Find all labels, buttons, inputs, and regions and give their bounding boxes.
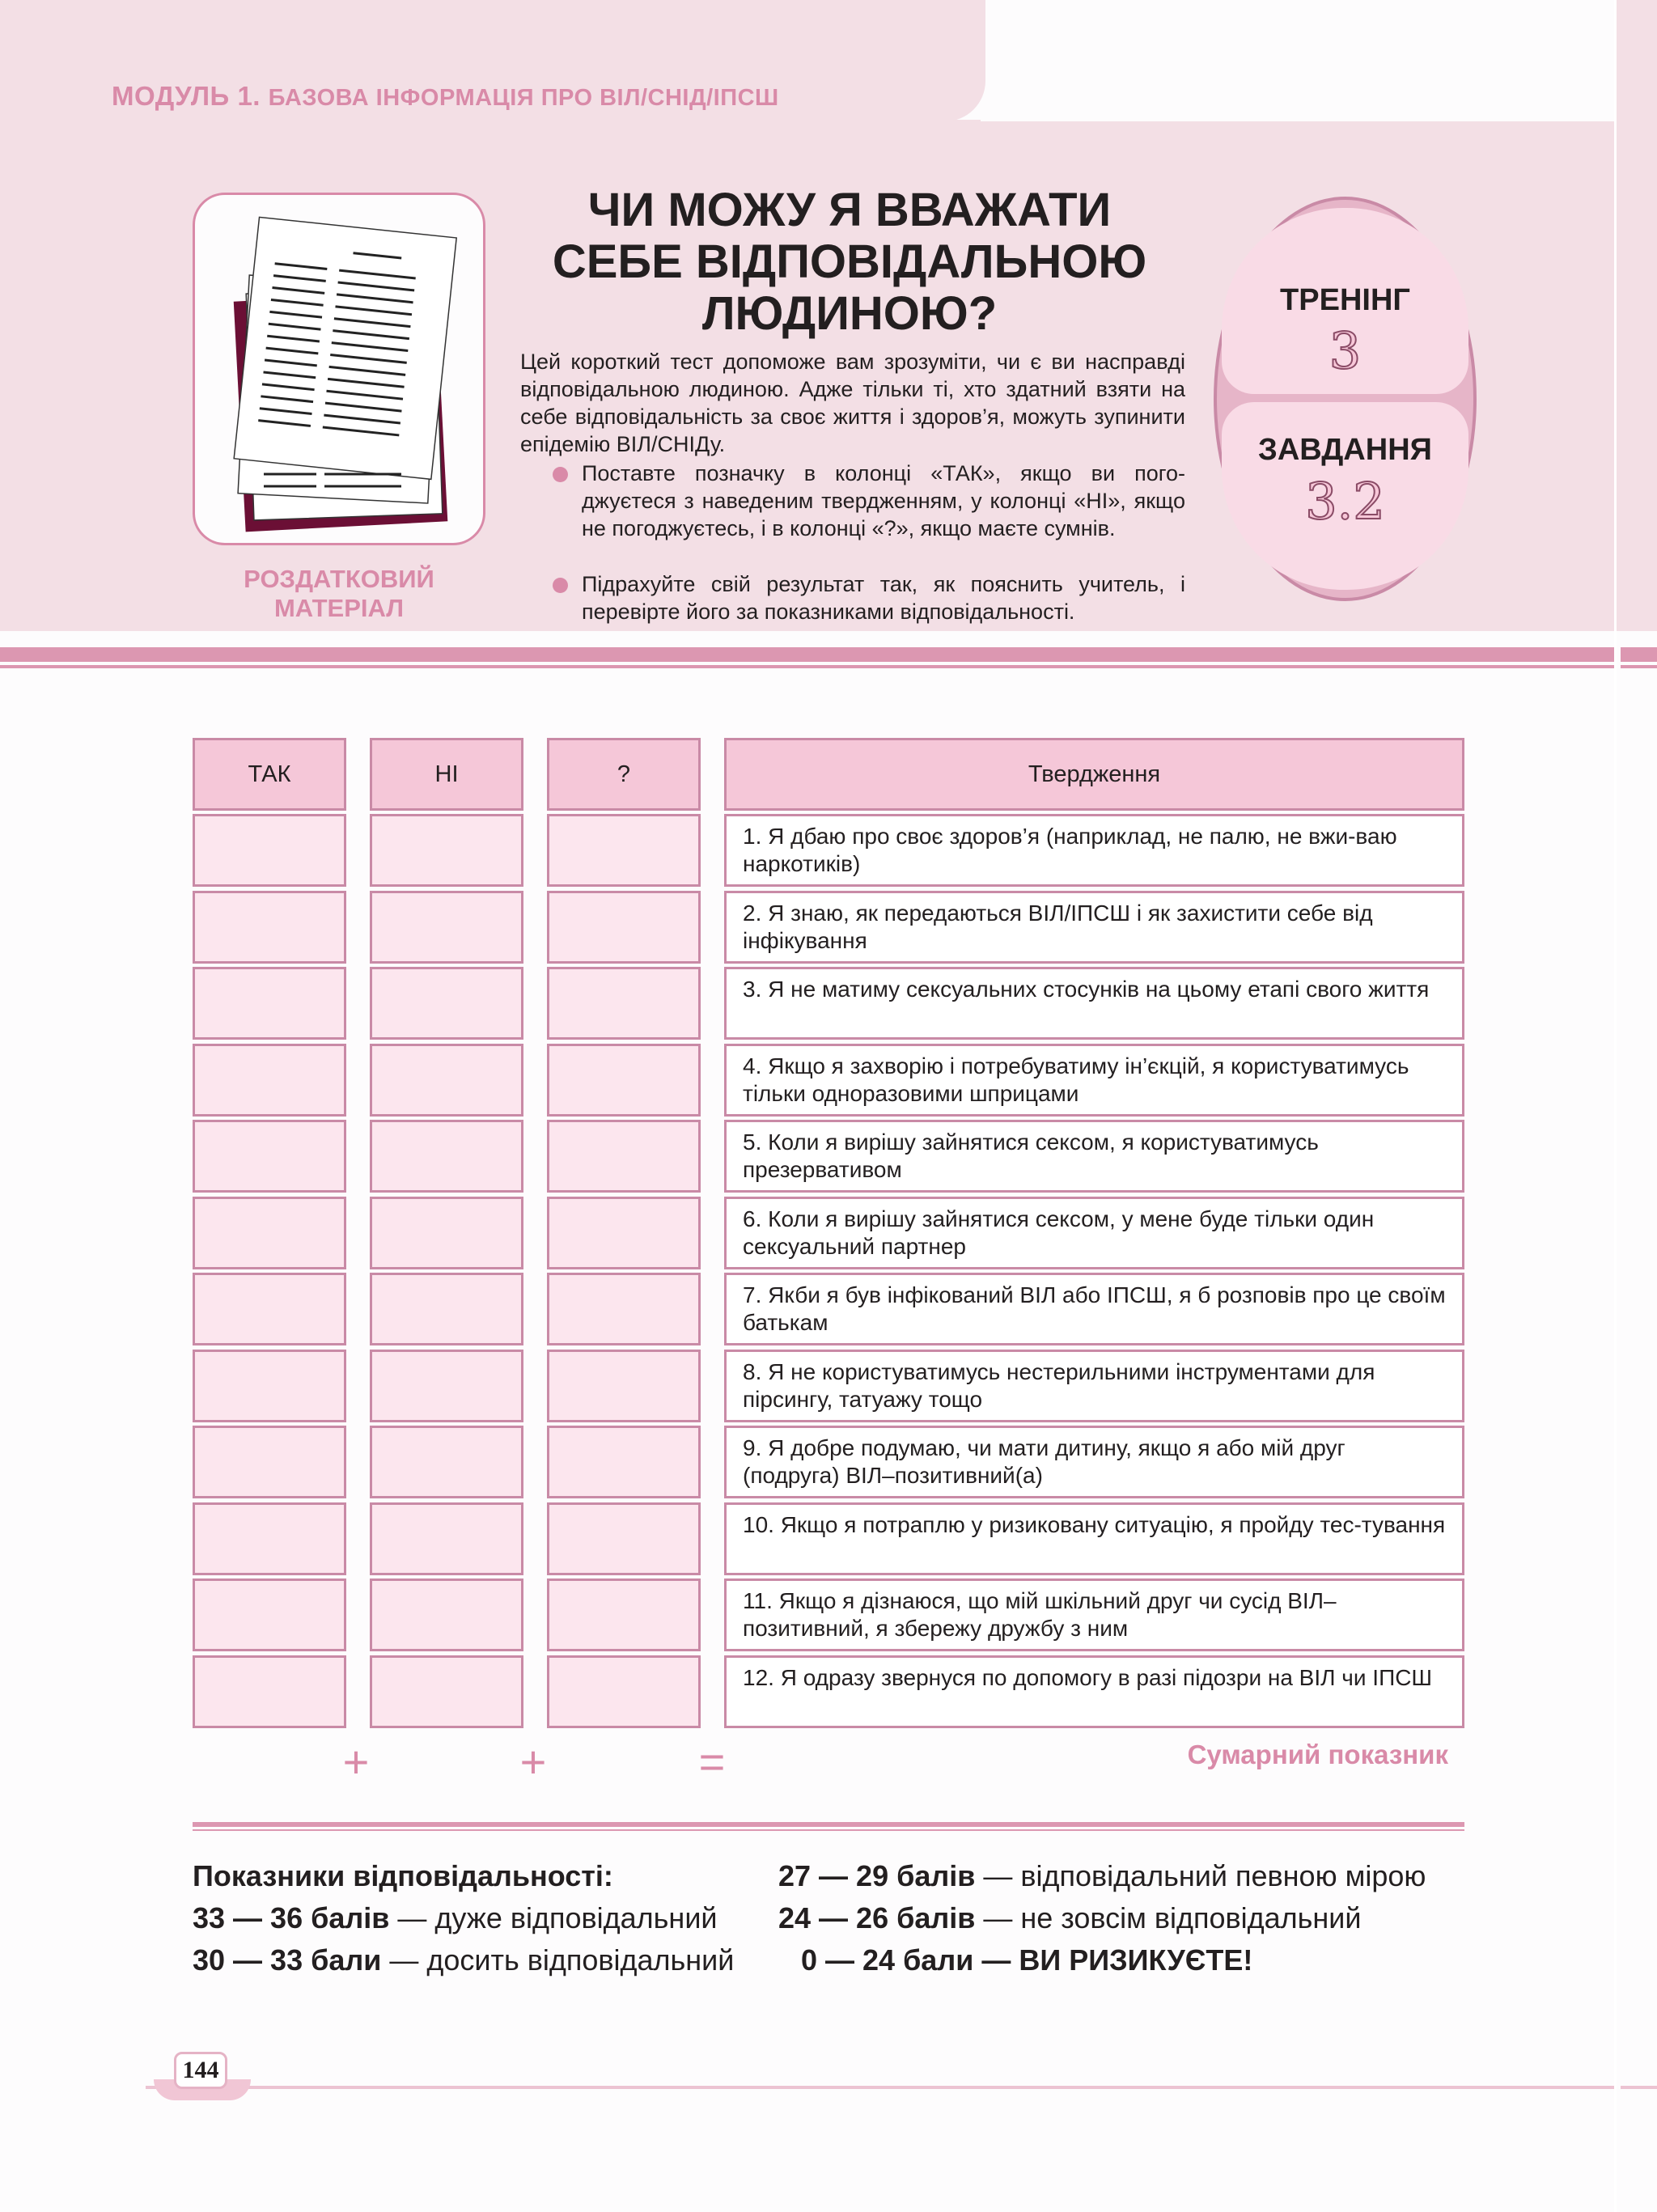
header-no: НІ — [370, 738, 523, 811]
module-title: БАЗОВА ІНФОРМАЦІЯ ПРО ВІЛ/СНІД/ІПСШ — [268, 85, 779, 111]
handout-label-line2: МАТЕРІАЛ — [273, 594, 405, 622]
module-header — [112, 81, 779, 112]
header-statement: Твердження — [724, 738, 1464, 811]
answer-yes-cell[interactable] — [193, 891, 346, 964]
answer-unsure-cell[interactable] — [547, 814, 701, 887]
answer-unsure-cell[interactable] — [547, 967, 701, 1040]
title-line3: ЛЮДИНОЮ? — [701, 287, 998, 340]
scores-heading — [193, 1858, 613, 1894]
answer-unsure-cell[interactable] — [547, 1197, 701, 1269]
training-label: ТРЕНІНГ — [1280, 283, 1410, 317]
answer-unsure-cell[interactable] — [547, 1655, 701, 1728]
task-number: 3.2 — [1305, 472, 1385, 531]
equals-sign: = — [698, 1736, 726, 1787]
answer-no-cell[interactable] — [370, 891, 523, 964]
bullet-dot — [553, 578, 568, 593]
answer-unsure-cell[interactable] — [547, 891, 701, 964]
answer-yes-cell[interactable] — [193, 1120, 346, 1193]
answer-unsure-cell[interactable] — [547, 1426, 701, 1498]
score-item — [193, 1901, 718, 1936]
answer-no-cell[interactable] — [370, 1655, 523, 1728]
answer-unsure-cell[interactable] — [547, 1044, 701, 1117]
handout-frame — [193, 193, 485, 545]
statement-cell: 12. Я одразу звернуся по допомогу в разі підозри на ВІЛ чи ІПСШ — [724, 1655, 1464, 1728]
statement-cell: 11. Якщо я дізнаюся, що мій шкільний друг чи сусід ВІЛ–позитивний, я збережу дружбу з ним — [724, 1578, 1464, 1651]
answer-no-cell[interactable] — [370, 967, 523, 1040]
statement-cell: 9. Я добре подумаю, чи мати дитину, якщо я або мій друг (подруга) ВІЛ–позитивний(а) — [724, 1426, 1464, 1498]
plus-sign: + — [342, 1736, 370, 1787]
bottom-divider — [193, 1822, 1464, 1827]
title-line1: ЧИ МОЖУ Я ВВАЖАТИ — [587, 184, 1112, 236]
statement-cell: 10. Якщо я потраплю у ризиковану ситуацію, я пройду тес-тування — [724, 1502, 1464, 1575]
handout-label-line1: РОЗДАТКОВИЙ — [244, 565, 434, 593]
statement-cell: 7. Якби я був інфікований ВІЛ або ІПСШ, я б розповів про це своїм батькам — [724, 1273, 1464, 1345]
score-text: — досить відповідальний — [381, 1943, 735, 1977]
answer-yes-cell[interactable] — [193, 814, 346, 887]
answer-no-cell[interactable] — [370, 814, 523, 887]
module-prefix: МОДУЛЬ 1. — [112, 81, 261, 111]
answer-yes-cell[interactable] — [193, 1578, 346, 1651]
score-range: 24 — 26 балів — [778, 1901, 976, 1934]
answer-no-cell[interactable] — [370, 1350, 523, 1422]
right-strip-divider — [1614, 0, 1617, 2212]
score-text: — не зовсім відповідальний — [975, 1901, 1362, 1934]
instruction-text: Поставте позначку в колонці «ТАК», якщо ви пого-джуєтеся з наведеним твердженням, у колонці «НІ», якщо не погоджуєтесь, і в колонці «?», якщо маєте сумнів. — [582, 461, 1185, 540]
separator-stripe-thin — [0, 665, 1614, 668]
handout-label — [193, 565, 485, 623]
answer-yes-cell[interactable] — [193, 1655, 346, 1728]
answer-no-cell[interactable] — [370, 1120, 523, 1193]
score-text: — відповідальний певною мірою — [975, 1859, 1426, 1892]
score-item — [801, 1943, 1252, 1978]
header-yes: ТАК — [193, 738, 346, 811]
page-title — [518, 184, 1181, 340]
score-range: 27 — 29 балів — [778, 1859, 976, 1892]
statement-cell: 3. Я не матиму сексуальних стосунків на цьому етапі свого життя — [724, 967, 1464, 1040]
answer-unsure-cell[interactable] — [547, 1578, 701, 1651]
answer-unsure-cell[interactable] — [547, 1120, 701, 1193]
answer-no-cell[interactable] — [370, 1426, 523, 1498]
separator-stripe-right — [1621, 647, 1657, 662]
statement-cell: 8. Я не користуватимусь нестерильними інструментами для пірсингу, татуажу тощо — [724, 1350, 1464, 1422]
footer-line — [146, 2086, 1614, 2089]
sum-label: Сумарний показник — [1187, 1740, 1448, 1769]
page-number: 144 — [174, 2052, 227, 2089]
answer-no-cell[interactable] — [370, 1273, 523, 1345]
statement-cell: 1. Я дбаю про своє здоров’я (наприклад, не палю, не вжи-ваю наркотиків) — [724, 814, 1464, 887]
statement-cell: 4. Якщо я захворію і потребуватиму ін’єкцій, я користуватимусь тільки одноразовими шприцами — [724, 1044, 1464, 1117]
plus-sign: + — [519, 1736, 547, 1787]
score-item — [778, 1858, 1426, 1894]
instruction-item — [520, 460, 1185, 542]
instruction-item — [520, 570, 1185, 625]
answer-yes-cell[interactable] — [193, 1502, 346, 1575]
statement-cell: 5. Коли я вирішу зайнятися сексом, я користуватимусь презервативом — [724, 1120, 1464, 1193]
right-strip — [1617, 0, 1657, 631]
answer-unsure-cell[interactable] — [547, 1273, 701, 1345]
score-range: 30 — 33 бали — [193, 1943, 382, 1977]
score-range: 33 — 36 балів — [193, 1901, 390, 1934]
answer-yes-cell[interactable] — [193, 1350, 346, 1422]
answer-no-cell[interactable] — [370, 1197, 523, 1269]
answer-yes-cell[interactable] — [193, 967, 346, 1040]
training-number: 3 — [1329, 321, 1362, 380]
intro-text: Цей короткий тест допоможе вам зрозуміти, чи є ви насправді відповідальною людиною. Адже тільки ті, хто здатний взяти на себе відповідальність за своє життя і здоров’я, можуть зупинити епідемію ВІЛ/СНІДу. — [520, 350, 1185, 456]
top-white-area — [981, 0, 1614, 121]
instruction-text: Підрахуйте свій результат так, як пояснить учитель, і перевірте його за показниками відповідальності. — [582, 572, 1185, 624]
statement-cell: 6. Коли я вирішу зайнятися сексом, у мене буде тільки один сексуальний партнер — [724, 1197, 1464, 1269]
task-label: ЗАВДАННЯ — [1258, 433, 1432, 467]
answer-no-cell[interactable] — [370, 1044, 523, 1117]
statement-cell: 2. Я знаю, як передаються ВІЛ/ІПСШ і як захистити себе від інфікування — [724, 891, 1464, 964]
answer-yes-cell[interactable] — [193, 1197, 346, 1269]
answer-no-cell[interactable] — [370, 1578, 523, 1651]
bullet-dot — [553, 467, 568, 482]
bottom-divider-thin — [193, 1829, 1464, 1831]
answer-yes-cell[interactable] — [193, 1044, 346, 1117]
title-line2: СЕБЕ ВІДПОВІДАЛЬНОЮ — [552, 235, 1147, 288]
separator-stripe — [0, 647, 1614, 662]
answer-yes-cell[interactable] — [193, 1273, 346, 1345]
answer-unsure-cell[interactable] — [547, 1350, 701, 1422]
score-item — [778, 1901, 1362, 1936]
separator-stripe-thin-right — [1621, 665, 1657, 668]
header-unsure: ? — [547, 738, 701, 811]
score-range: 0 — 24 бали — ВИ РИЗИКУЄТЕ! — [801, 1943, 1253, 1977]
answer-no-cell[interactable] — [370, 1502, 523, 1575]
answer-yes-cell[interactable] — [193, 1426, 346, 1498]
scores-heading-text: Показники відповідальності: — [193, 1859, 613, 1892]
footer-line-right — [1621, 2086, 1657, 2089]
answer-unsure-cell[interactable] — [547, 1502, 701, 1575]
score-item — [193, 1943, 734, 1978]
handout-papers-icon — [195, 195, 483, 543]
score-text: — дуже відповідальний — [389, 1901, 718, 1934]
